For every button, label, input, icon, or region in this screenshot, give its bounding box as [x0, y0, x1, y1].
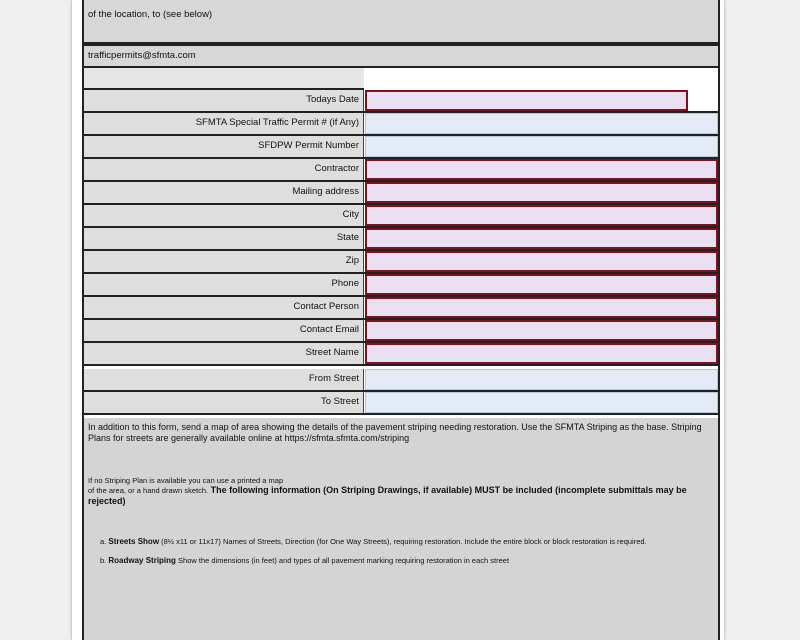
form-label: Contractor [84, 159, 364, 180]
item-b-title: Roadway Striping [108, 556, 176, 565]
form-label: City [84, 205, 364, 226]
form-row [84, 90, 718, 113]
form-field-input[interactable] [365, 343, 718, 364]
form-field-input[interactable] [365, 274, 718, 295]
form-row [84, 113, 718, 136]
form-row [84, 136, 718, 159]
form-frame [82, 0, 720, 640]
item-a-title: Streets Show [108, 537, 160, 546]
form-field-input[interactable] [365, 320, 718, 341]
form-label: Contact Person [84, 297, 364, 318]
form-row [84, 320, 718, 343]
form-field-input[interactable] [365, 251, 718, 272]
form-row [84, 297, 718, 320]
form-row [84, 343, 718, 366]
instructions-para-2a: If no Striping Plan is available you can use a printed a map [88, 476, 284, 485]
instructions-para-2c: The following information (On Striping Drawings, if available) MUST be included (incomplete submittals may be rejected) [88, 485, 687, 506]
form-field-input[interactable] [365, 297, 718, 318]
form-field-input[interactable] [365, 205, 718, 226]
form-field-input[interactable] [365, 228, 718, 249]
intro-band [84, 0, 718, 44]
instructions-section [84, 418, 718, 640]
form-label: Todays Date [84, 90, 364, 111]
form-label: Street Name [84, 343, 364, 364]
form-field-input[interactable] [365, 113, 718, 134]
form-spacer [84, 68, 364, 90]
form-field-input[interactable] [365, 182, 718, 203]
form-label: State [84, 228, 364, 249]
form-row [84, 369, 718, 392]
form-field-input[interactable] [365, 392, 718, 413]
instructions-para-1: In addition to this form, send a map of area showing the details of the pavement striping needing restoration. Use the SFMTA Striping as the base. Striping Plans for streets are generally available online at https://sfmta.sfmta.com/striping [88, 422, 702, 443]
item-b-text: Show the dimensions (in feet) and types of all pavement marking requiring restoration in each street [178, 556, 510, 565]
form-row [84, 392, 718, 415]
instructions-para-2b: of the area, or a hand drawn sketch. [88, 486, 209, 495]
form-row [84, 182, 718, 205]
form-field-input[interactable] [365, 369, 718, 390]
form-label: Mailing address [84, 182, 364, 203]
document-page [72, 0, 724, 640]
email-band [84, 44, 718, 68]
item-b-number: b. [100, 556, 107, 565]
form-label: From Street [84, 369, 364, 390]
form-label: Phone [84, 274, 364, 295]
item-a-text: (8½ x11 or 11x17) Names of Streets, Direction (for One Way Streets), requiring restoration. Include the entire block or block restoration is required. [161, 537, 647, 546]
form-field-input[interactable] [365, 159, 718, 180]
form-label: Zip [84, 251, 364, 272]
instruction-item-b [100, 556, 714, 565]
form-label: Contact Email [84, 320, 364, 341]
item-a-number: a. [100, 537, 107, 546]
form-field-input[interactable] [365, 136, 718, 157]
instruction-item-a [100, 537, 714, 546]
form-label: SFDPW Permit Number [84, 136, 364, 157]
instructions-para-2 [88, 485, 714, 507]
form-label: To Street [84, 392, 364, 413]
form-row [84, 205, 718, 228]
form-row [84, 159, 718, 182]
form-row [84, 251, 718, 274]
email-address[interactable]: trafficpermits@sfmta.com [88, 50, 196, 61]
form-field-input[interactable] [365, 90, 688, 111]
form-row [84, 274, 718, 297]
intro-text: of the location, to (see below) [88, 9, 213, 20]
form-label: SFMTA Special Traffic Permit # (if Any) [84, 113, 364, 134]
form-row [84, 228, 718, 251]
